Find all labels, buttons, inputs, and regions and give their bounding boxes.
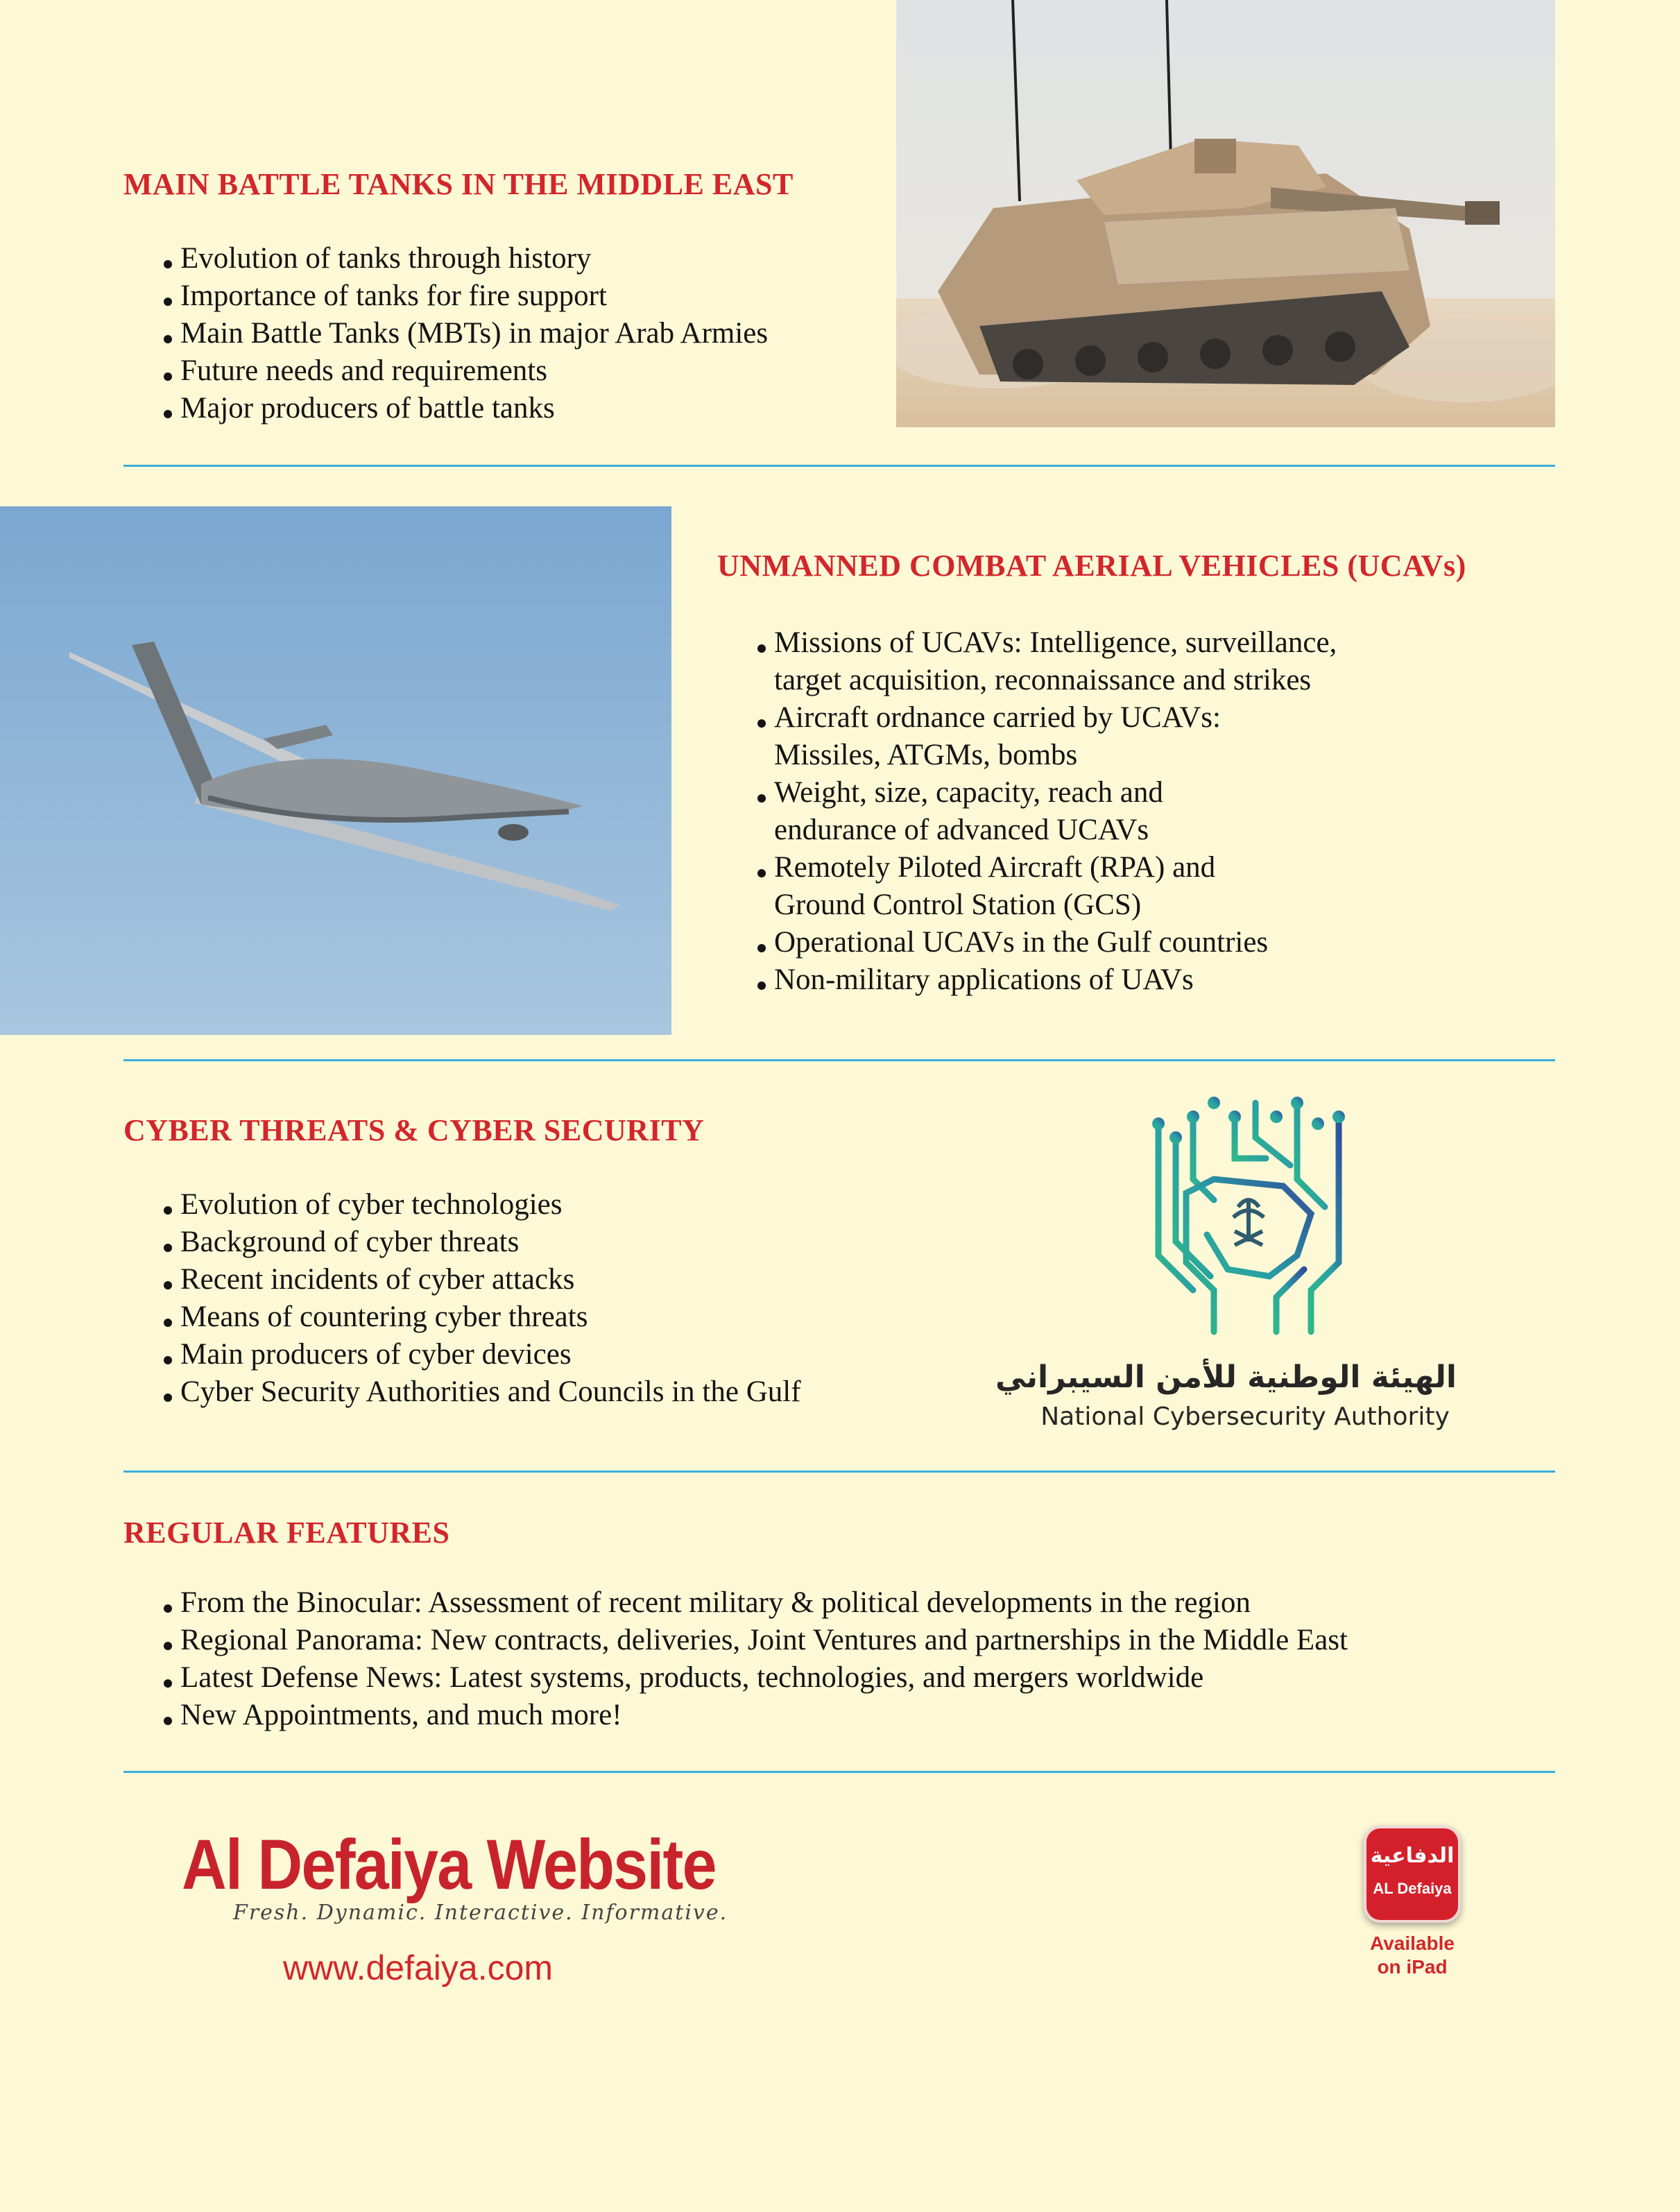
list-item: Missions of UCAVs: Intelligence, surveillance, [755, 624, 1337, 662]
section-title-tanks: MAIN BATTLE TANKS IN THE MIDDLE EAST [123, 167, 794, 201]
tanks-bullet-list [161, 240, 768, 427]
list-item: New Appointments, and much more! [161, 1697, 1348, 1734]
list-item: Recent incidents of cyber attacks [161, 1261, 801, 1298]
website-title: Al Defaiya Website [182, 1825, 716, 1904]
features-bullet-list [161, 1584, 1348, 1734]
available-on-ipad [1343, 1932, 1482, 1979]
on-ipad-line: on iPad [1377, 1956, 1448, 1978]
list-item-continuation: Ground Control Station (GCS) [774, 889, 1142, 921]
nca-english-name: National Cybersecurity Authority [1040, 1403, 1450, 1431]
divider [123, 465, 1555, 467]
ucav-bullet-list [755, 624, 1337, 999]
list-item: Main Battle Tanks (MBTs) in major Arab Armies [161, 315, 768, 352]
divider [123, 1471, 1555, 1473]
list-item: Operational UCAVs in the Gulf countries [755, 924, 1337, 961]
website-tagline: Fresh. Dynamic. Interactive. Informative. [233, 1901, 728, 1925]
list-item-continuation: Missiles, ATGMs, bombs [774, 739, 1078, 771]
section-title-ucav: UNMANNED COMBAT AERIAL VEHICLES (UCAVs) [717, 549, 1466, 583]
list-item: From the Binocular: Assessment of recent military & political developments in the region [161, 1584, 1348, 1622]
list-item: Evolution of cyber technologies [161, 1186, 801, 1224]
list-item: Means of countering cyber threats [161, 1298, 801, 1336]
list-item: Main producers of cyber devices [161, 1336, 801, 1373]
list-item: Aircraft ordnance carried by UCAVs: [755, 699, 1337, 737]
list-item: Non-military applications of UAVs [755, 961, 1337, 999]
al-defaiya-app-icon[interactable] [1364, 1826, 1461, 1923]
app-icon-arabic-label: الدفاعية [1370, 1844, 1455, 1868]
nca-arabic-name: الهيئة الوطنية للأمن السيبراني [995, 1360, 1457, 1395]
list-item: Cyber Security Authorities and Councils in the Gulf [161, 1373, 801, 1411]
divider [123, 1059, 1555, 1061]
list-item: Future needs and requirements [161, 352, 768, 390]
list-item: Major producers of battle tanks [161, 390, 768, 427]
list-item: Latest Defense News: Latest systems, products, technologies, and mergers worldwide [161, 1659, 1348, 1697]
nca-logo-emblem [1145, 1096, 1353, 1339]
list-item-continuation: target acquisition, reconnaissance and strikes [774, 664, 1312, 696]
list-item: Weight, size, capacity, reach and [755, 774, 1337, 812]
section-title-regular-features: REGULAR FEATURES [123, 1516, 450, 1550]
list-item: Background of cyber threats [161, 1224, 801, 1261]
list-item: Remotely Piloted Aircraft (RPA) and [755, 849, 1337, 886]
list-item: Evolution of tanks through history [161, 240, 768, 277]
divider [123, 1771, 1555, 1773]
list-item: Importance of tanks for fire support [161, 277, 768, 315]
cyber-bullet-list [161, 1186, 801, 1411]
available-line: Available [1370, 1932, 1455, 1954]
tank-photo [896, 0, 1555, 427]
list-item-continuation: endurance of advanced UCAVs [774, 814, 1149, 846]
ucav-photo [0, 506, 671, 1035]
website-url-link[interactable]: www.defaiya.com [283, 1948, 554, 1987]
list-item: Regional Panorama: New contracts, deliveries, Joint Ventures and partnerships in the Middle East [161, 1622, 1348, 1659]
section-title-cyber: CYBER THREATS & CYBER SECURITY [123, 1113, 705, 1147]
app-icon-english-label: AL Defaiya [1373, 1880, 1452, 1897]
